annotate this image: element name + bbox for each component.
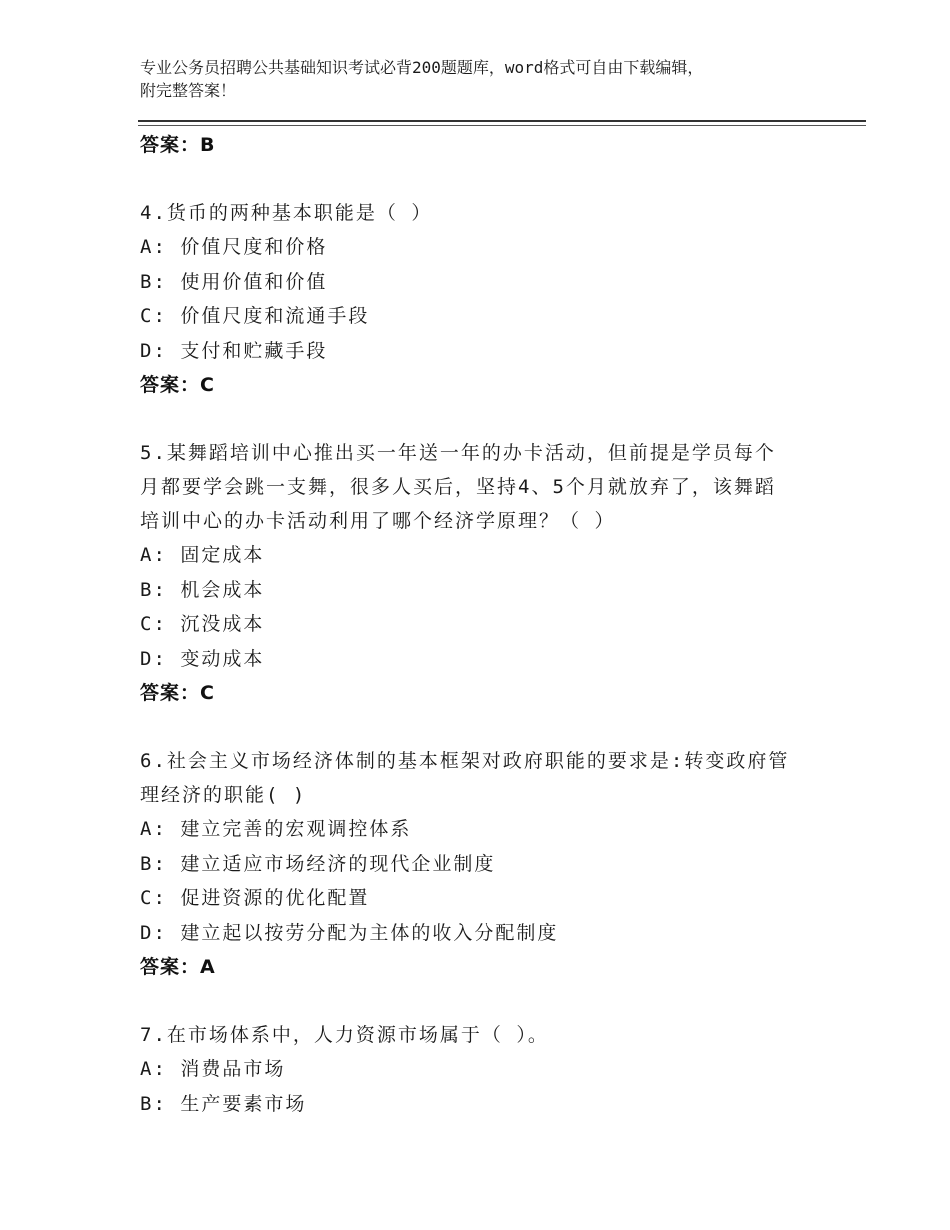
- option-c: C: 价值尺度和流通手段: [140, 305, 370, 327]
- option-a: A: 固定成本: [140, 544, 265, 566]
- question-block-6: [140, 744, 820, 984]
- question-line: 6.社会主义市场经济体制的基本框架对政府职能的要求是:转变政府管: [140, 750, 790, 772]
- option-b: B: 生产要素市场: [140, 1092, 307, 1115]
- question-block-4: [140, 196, 820, 402]
- question-line: 4.货币的两种基本职能是（ ）: [140, 202, 433, 224]
- question-line: 5.某舞蹈培训中心推出买一年送一年的办卡活动，但前提是学员每个: [140, 442, 776, 464]
- question-line: 月都要学会跳一支舞，很多人买后，坚持4、5个月就放弃了，该舞蹈: [140, 476, 776, 498]
- question-block-7: [140, 1018, 820, 1121]
- option-d: D: 建立起以按劳分配为主体的收入分配制度: [140, 921, 559, 944]
- option-c: C: 沉没成本: [140, 613, 265, 635]
- answer: 答案：C: [140, 682, 215, 704]
- question-text: [140, 436, 820, 538]
- option-a: A: 价值尺度和价格: [140, 236, 328, 258]
- header-divider-thick: [138, 120, 866, 122]
- header-divider-thin: [138, 125, 866, 126]
- previous-answer: 答案：B: [140, 134, 216, 156]
- option-d: D: 支付和贮藏手段: [140, 339, 328, 362]
- option-c: C: 促进资源的优化配置: [140, 887, 370, 909]
- document-body: [140, 128, 820, 1121]
- question-line: 理经济的职能( ): [140, 784, 307, 806]
- option-a: A: 建立完善的宏观调控体系: [140, 818, 412, 840]
- header-line-2: 附完整答案！: [140, 81, 237, 100]
- option-b: B: 机会成本: [140, 578, 265, 601]
- question-block-5: [140, 436, 820, 710]
- page-header: [140, 56, 840, 102]
- option-b: B: 建立适应市场经济的现代企业制度: [140, 852, 496, 875]
- answer: 答案：A: [140, 956, 216, 978]
- question-text: [140, 1018, 820, 1052]
- header-line-1: 专业公务员招聘公共基础知识考试必背200题题库，word格式可自由下载编辑，: [140, 58, 704, 77]
- option-b: B: 使用价值和价值: [140, 270, 328, 293]
- option-a: A: 消费品市场: [140, 1058, 286, 1080]
- question-text: [140, 196, 820, 230]
- question-line: 7.在市场体系中，人力资源市场属于（ ）。: [140, 1024, 549, 1046]
- question-text: [140, 744, 820, 812]
- question-line: 培训中心的办卡活动利用了哪个经济学原理？（ ）: [140, 510, 616, 532]
- option-d: D: 变动成本: [140, 647, 265, 670]
- answer: 答案：C: [140, 374, 215, 396]
